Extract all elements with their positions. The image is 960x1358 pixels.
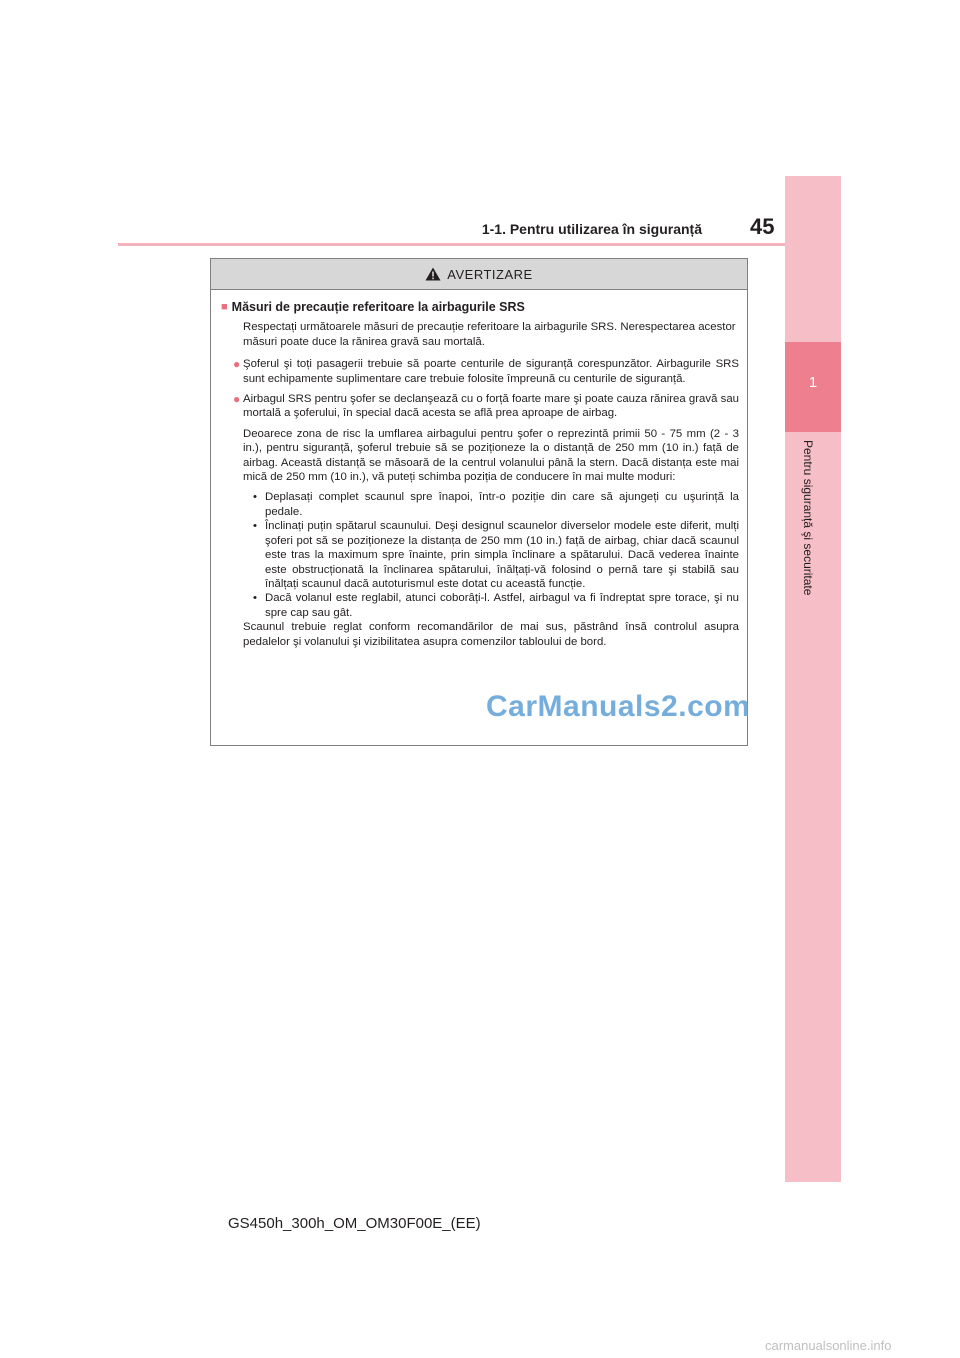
warning-subheading [221, 300, 739, 314]
warning-header [211, 259, 747, 290]
site-watermark: carmanualsonline.info [765, 1338, 892, 1353]
sub-list-item-text: Dacă volanul este reglabil, atunci coborâți-l. Astfel, airbagul va fi îndreptat spre torace, şi nu spre cap sau gât. [265, 592, 739, 619]
warning-triangle-icon [425, 267, 441, 281]
warning-label: AVERTIZARE [447, 266, 533, 282]
chapter-side-tab [785, 176, 841, 1182]
sub-list-item-text: Deplasați complet scaunul spre înapoi, într-o poziție din care să ajungeți cu uşurință la pedale. [265, 491, 739, 518]
overlay-watermark: CarManuals2.com [486, 690, 751, 723]
sub-list-item [253, 591, 739, 620]
circle-bullet-icon: ● [233, 392, 241, 407]
dot-bullet-icon: • [253, 520, 257, 533]
list-item-text: Şoferul şi toți pasagerii trebuie să poarte centurile de siguranță corespunzător. Airbagurile SRS sunt echipamente suplimentare care trebuie folosite împreună cu centurile de siguranță. [243, 358, 739, 385]
document-code: GS450h_300h_OM_OM30F00E_(EE) [228, 1215, 481, 1232]
warning-intro: Respectați următoarele măsuri de precauție referitoare la airbagurile SRS. Nerespectarea acestor măsuri poate duce la rănirea gravă sau mortală. [243, 321, 736, 348]
header-rule [118, 243, 840, 246]
dot-bullet-icon: • [253, 491, 257, 504]
list-item [233, 392, 739, 421]
square-bullet-icon: ■ [221, 301, 228, 313]
page-number: 45 [750, 214, 775, 239]
chapter-title: Pentru siguranță şi securitate [801, 440, 815, 596]
chapter-number: 1 [808, 374, 818, 391]
closing-paragraph: Scaunul trebuie reglat conform recomandărilor de mai sus, păstrând însă controlul asupra pedalelor şi volanului şi vizibilitatea asupra comenzilor tabloului de bord. [243, 621, 739, 648]
sub-list-item [253, 490, 739, 519]
list-item [233, 357, 739, 386]
warning-box [210, 258, 751, 746]
distance-paragraph: Deoarece zona de risc la umflarea airbagului pentru şofer o reprezintă primii 50 - 75 mm (2 - 3 in.), pentru siguranță, şoferul trebuie să se poziționeze la o distanță de 250 mm (10 in.) față de airbag. Această distanță se măsoară de la centrul volanului până la stern. Dacă distanța este mai mică de 250 mm (10 in.), vă puteți schimba poziția de conducere în mai multe moduri: [243, 427, 739, 484]
warning-subheading-text: Măsuri de precauție referitoare la airbagurile SRS [231, 300, 525, 314]
section-title: 1-1. Pentru utilizarea în siguranță [481, 221, 702, 237]
sub-list-item-text: Înclinați puțin spătarul scaunului. Deşi designul scaunelor diverselor modele este diferit, mulți şoferi pot să se poziționeze la distanța de 250 mm (10 in.) față de airbag, chiar dacă scaunul este tras la maximum spre înainte, prin simpla înclinare a spătarului. Dacă vederea înainte este obstrucționată la înclinarea spătarului, înălțați-vă folosind o pernă tare şi stabilă sau înălțați scaunul dacă autoturismul este dotat cu această funcție. [265, 520, 739, 590]
circle-bullet-icon: ● [233, 357, 241, 372]
list-item-text: Airbagul SRS pentru şofer se declanşează cu o forță foarte mare şi poate cauza rănirea gravă sau mortală a şoferului, în special dacă acesta se află prea aproape de airbag. [243, 393, 739, 420]
dot-bullet-icon: • [253, 592, 257, 605]
warning-body [211, 290, 747, 649]
sub-list-item [253, 519, 739, 591]
